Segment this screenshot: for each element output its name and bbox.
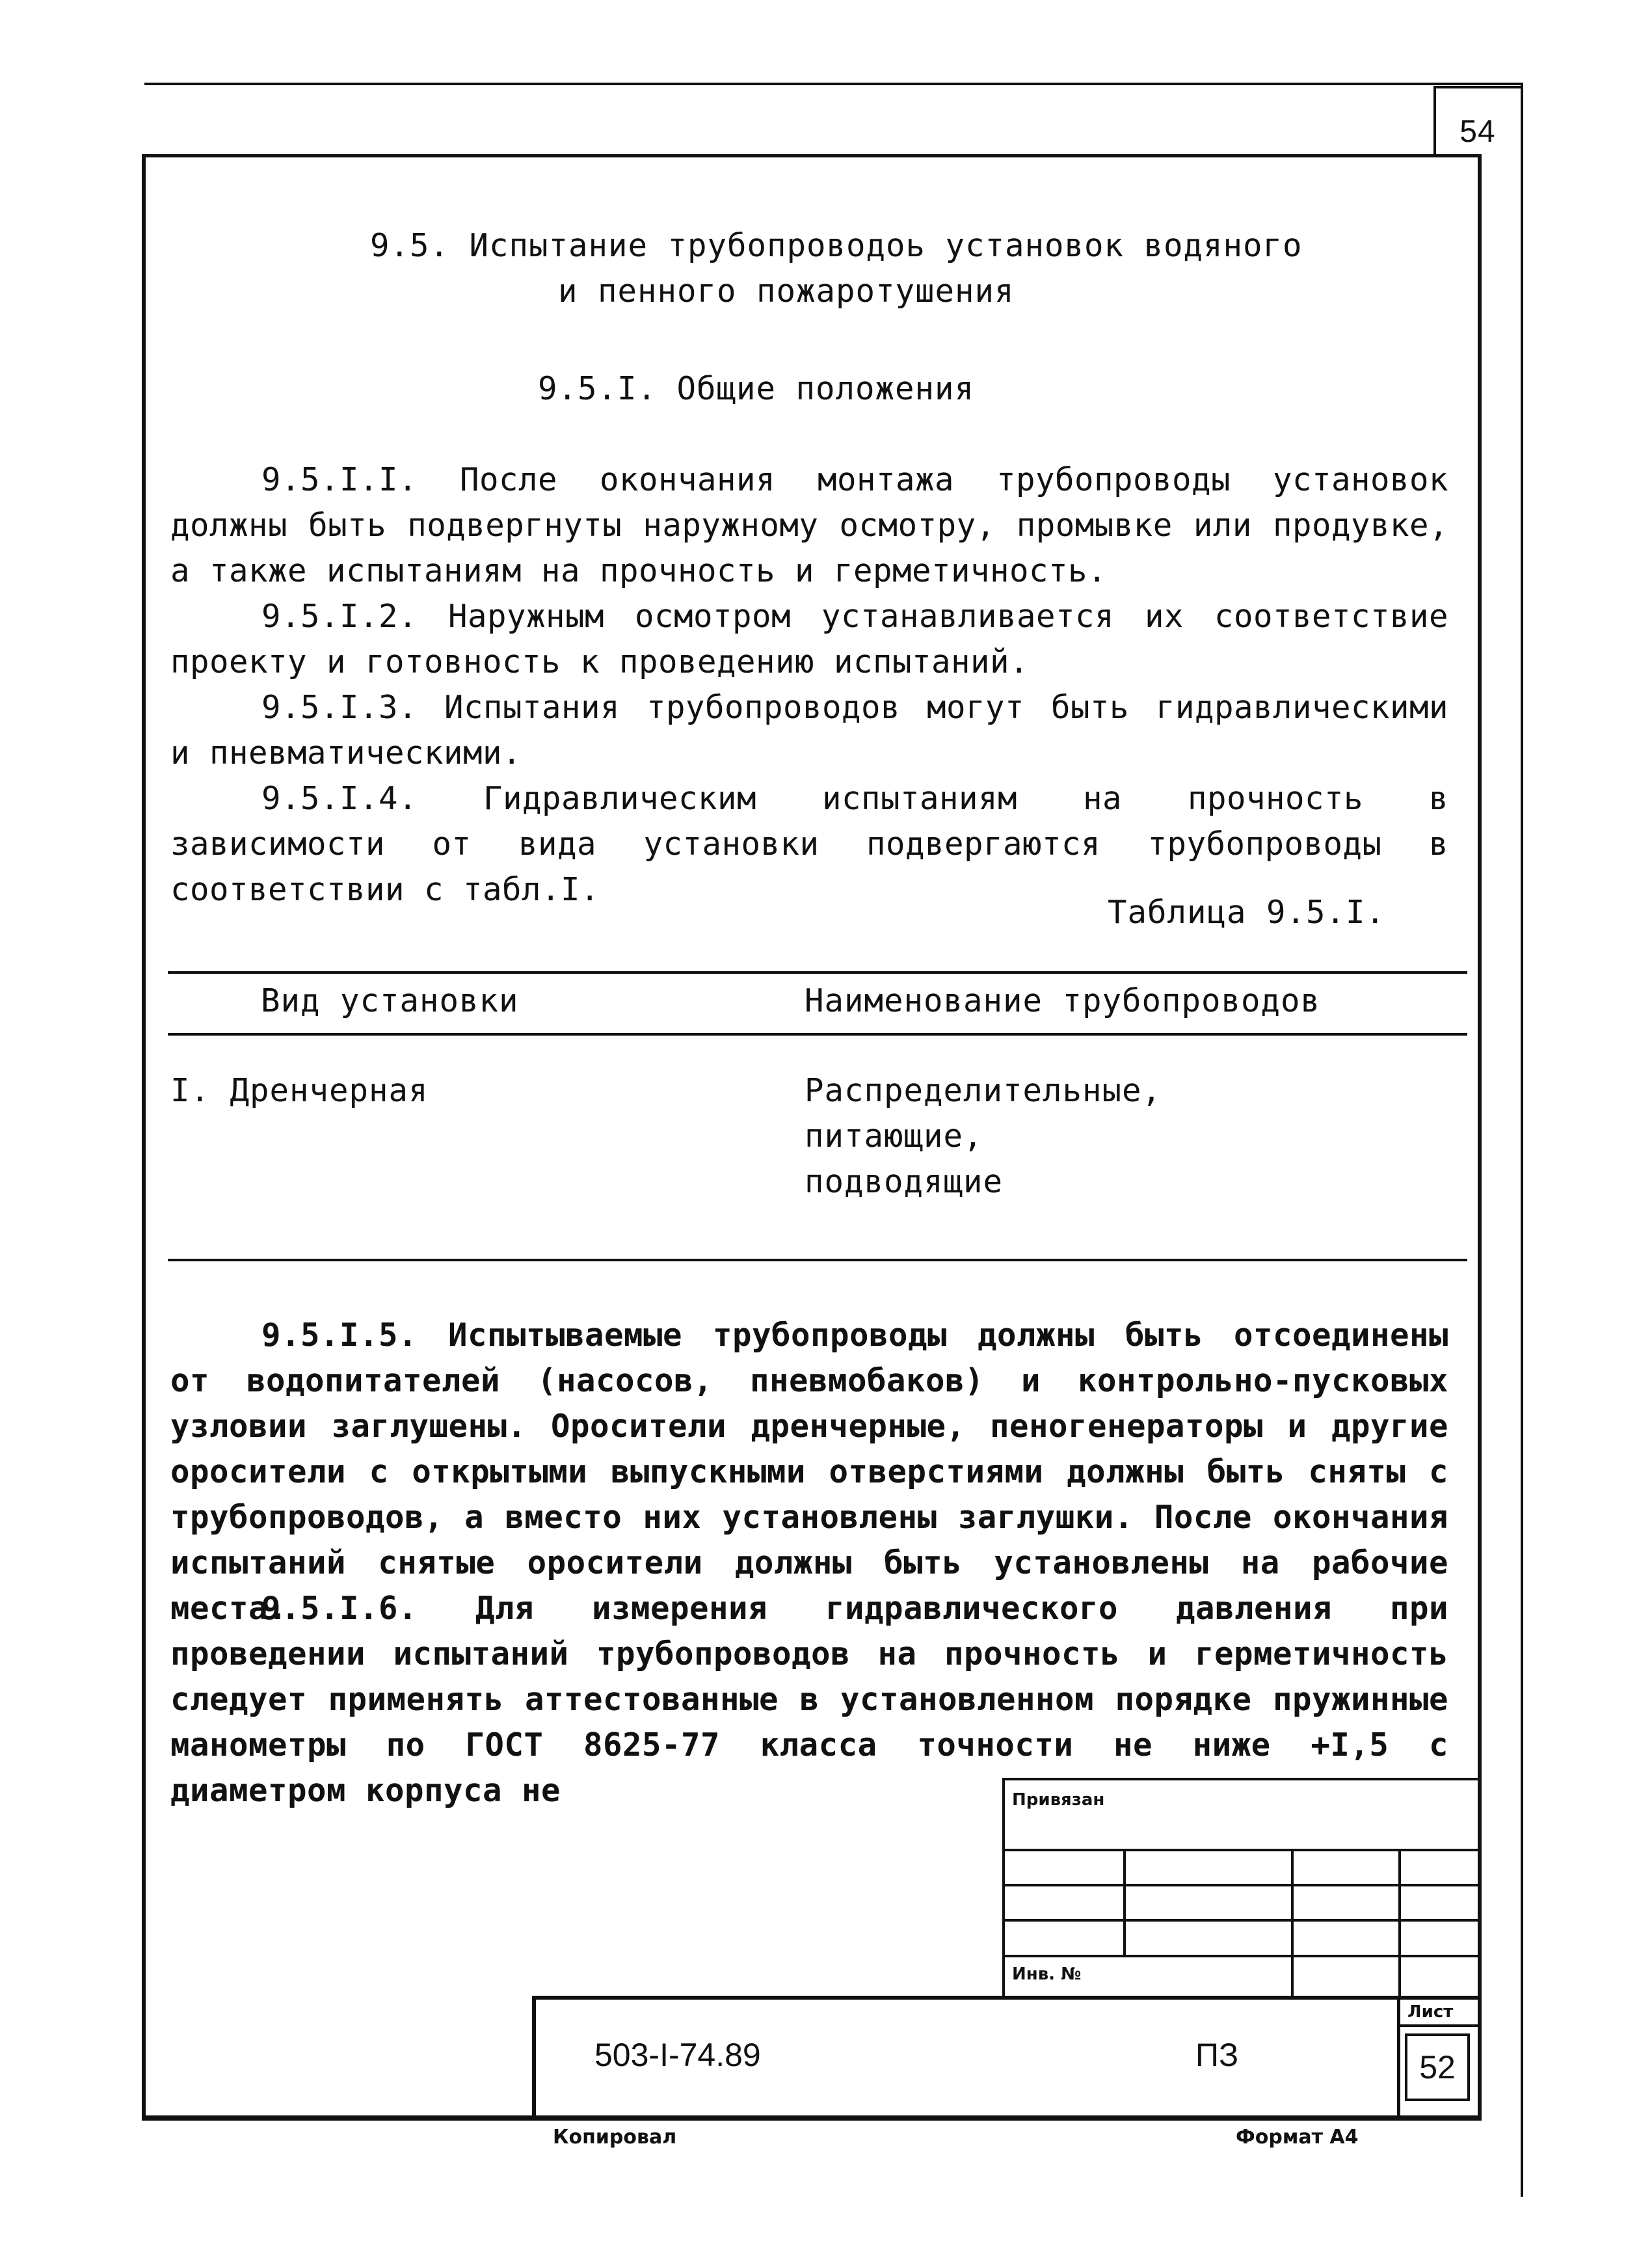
frame-top [144,154,1482,157]
table-header-pipes: Наименование трубопроводов [805,982,1321,1019]
frame-left [142,154,146,2121]
section-heading-line2: и пенного пожаротушения [558,273,1015,310]
table-top-rule [168,971,1467,974]
grid-vline-1 [1123,1849,1126,1955]
stamp-sheet-divider [1397,1996,1400,2121]
table-row-pipe-1: Распределительные, [805,1072,1162,1109]
document-code: 503-I-74.89 [594,2037,761,2073]
copied-by-label: Копировал [553,2126,677,2149]
grid-hline-2 [1002,1884,1482,1886]
top-rule [144,83,1523,85]
table-row-type: I. Дренчерная [170,1072,429,1109]
page-number: 54 [1459,114,1496,149]
paragraph-9-5-1-1: 9.5.I.I. После окончания монтажа трубопроводы установок должны быть подвергнуты наружному осмотру, промывке или продувке, а также испытаниям на прочность и герметичность. [170,461,1448,589]
stamp-sheet-label-rule [1397,2024,1482,2027]
grid-hline-1 [1002,1849,1482,1851]
table-header-rule [168,1033,1467,1036]
table-caption: Таблица 9.5.I. [1108,894,1386,931]
paragraph-9-5-1-6: 9.5.I.6. Для измерения гидравлического давления при проведении испытаний трубопроводов на прочность и герметичность следует применять аттестованные в установленном порядке пружинные манометры по ГОСТ 8625-77 класса точности не ниже +I,5 с диаметром корпуса не [170,1590,1448,1809]
grid-vline-2 [1291,1849,1294,1999]
grid-hline-4 [1002,1955,1482,1957]
paragraph-9-5-1-5: 9.5.I.5. Испытываемые трубопроводы должны быть отсоединены от водопитателей (насосов, пневмобаков) и контрольно-пусковых узловии заглушены. Оросители дренчерные, пеногенераторы и другие оросители с открытыми выпускными отверстиями должны быть сняты с трубопроводов, а вместо них установлены заглушки. После окончания испытаний снятые оросители должны быть установлены на рабочие места. [170,1317,1448,1627]
format-label: Формат А4 [1236,2126,1359,2149]
grid-vline-3 [1398,1849,1401,1999]
paragraph-9-5-1-3: 9.5.I.3. Испытания трубопроводов могут быть гидравлическими и пневматическими. [170,689,1448,771]
stamp-left [532,1996,536,2121]
inv-no-label: Инв. № [1012,1965,1082,1984]
sheet-label: Лист [1407,2002,1454,2022]
table-header-type: Вид установки [261,982,519,1019]
paragraph-9-5-1-4: 9.5.I.4. Гидравлическим испытаниям на прочность в зависимости от вида установки подвергаются трубопроводы в соответствии с табл.I. [170,780,1448,908]
table-row-pipe-3: подводящие [805,1163,1004,1200]
table-bottom-rule [168,1259,1467,1261]
paragraph-9-5-1-2: 9.5.I.2. Наружным осмотром устанавливается их соответствие проекту и готовность к проведению испытаний. [170,598,1448,680]
section-heading-line1: 9.5. Испытание трубопроводоь установок водяного [370,227,1303,264]
frame-bottom [142,2115,1482,2121]
table-row-pipe-2: питающие, [805,1118,983,1155]
privyazan-label: Привязан [1012,1790,1105,1810]
grid-hline-3 [1002,1919,1482,1922]
sheet-number: 52 [1419,2049,1456,2086]
subsection-heading: 9.5.I. Общие положения [538,370,975,407]
outer-right-edge [1521,83,1523,2197]
document-type: ПЗ [1195,2037,1239,2073]
stamp-top [535,1996,1482,2000]
